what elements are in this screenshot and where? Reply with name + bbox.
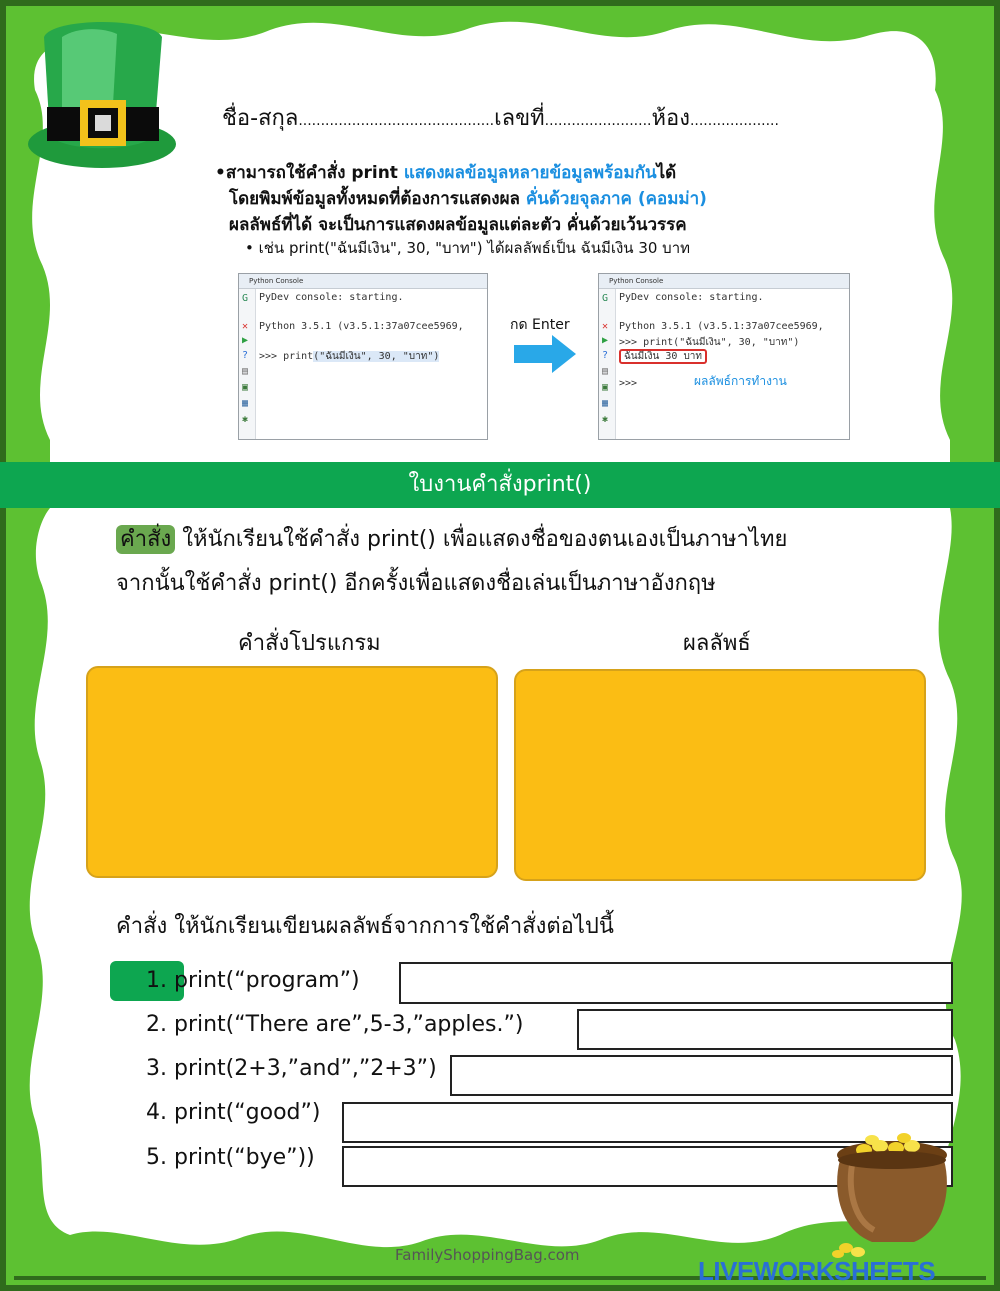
- answer-1-input[interactable]: [399, 962, 953, 1004]
- question-4: 4. print(“good”): [146, 1100, 321, 1125]
- console-line-1: PyDev console: starting.: [619, 292, 764, 303]
- result-note: ผลลัพธ์การทำงาน: [694, 374, 787, 388]
- question-3: 3. print(2+3,”and”,”2+3”): [146, 1056, 437, 1081]
- terminate-icon: ✕: [242, 321, 249, 332]
- task1-line-2: จากนั้นใช้คำสั่ง print() อีกครั้งเพื่อแสดงชื่อเล่นเป็นภาษาอังกฤษ: [116, 571, 716, 596]
- name-field[interactable]: ............................................: [298, 113, 495, 129]
- console-icon: ▣: [602, 382, 609, 393]
- console-line-2: Python 3.5.1 (v3.5.1:37a07cee5969,: [619, 321, 824, 332]
- rerun-icon: G: [242, 293, 249, 304]
- console-after: [598, 273, 850, 440]
- console-line-3: >>> print("ฉันมีเงิน", 30, "บาท"): [259, 351, 440, 362]
- result-column-heading: ผลลัพธ์: [683, 631, 751, 656]
- arrow-right-icon: [512, 333, 578, 375]
- student-info-line: [222, 100, 779, 135]
- enter-label: กด Enter: [510, 317, 570, 333]
- example-line: • เช่น print("ฉันมีเงิน", 30, "บาท") ได้ผลลัพธ์เป็น ฉันมีเงิน 30 บาท: [245, 239, 691, 257]
- console-gutter: [239, 289, 256, 439]
- room-label: ห้อง: [651, 106, 690, 131]
- explanation-line-2: โดยพิมพ์ข้อมูลทั้งหมดที่ต้องการแสดงผล คั่นด้วยจุลภาค (คอมม่า): [229, 189, 707, 209]
- name-label: ชื่อ-สกุล: [222, 106, 299, 131]
- number-label: เลขที่: [494, 106, 545, 131]
- run-icon: ▶: [602, 335, 609, 346]
- task1-line-1: คำสั่ง ให้นักเรียนใช้คำสั่ง print() เพื่อแสดงชื่อของตนเองเป็นภาษาไทย: [116, 518, 916, 562]
- console-prompt: >>>: [619, 378, 638, 389]
- section-title-bar: ใบงานคำสั่งprint(): [0, 462, 1000, 508]
- console-line-3: >>> print("ฉันมีเงิน", 30, "บาท"): [619, 337, 800, 348]
- console-output: ฉันมีเงิน 30 บาท: [619, 349, 707, 364]
- task2-instruction: คำสั่ง ให้นักเรียนเขียนผลลัพธ์จากการใช้คำสั่งต่อไปนี้: [116, 914, 614, 939]
- help-icon: ?: [602, 350, 609, 361]
- console-tab: Python Console: [599, 274, 849, 289]
- history-icon: ▤: [602, 366, 609, 377]
- credit-text: FamilyShoppingBag.com: [395, 1246, 580, 1264]
- console-line-1: PyDev console: starting.: [259, 292, 404, 303]
- settings-icon: ▦: [602, 398, 609, 409]
- history-icon: ▤: [242, 366, 249, 377]
- debug-icon: ✱: [602, 414, 609, 425]
- explanation-line-3: ผลลัพธ์ที่ได้ จะเป็นการแสดงผลข้อมูลแต่ละตัว คั่นด้วยเว้นวรรค: [229, 215, 687, 235]
- settings-icon: ▦: [242, 398, 249, 409]
- result-answer-box[interactable]: [514, 669, 926, 881]
- question-5: 5. print(“bye”)): [146, 1145, 315, 1170]
- program-answer-box[interactable]: [86, 666, 498, 878]
- terminate-icon: ✕: [602, 321, 609, 332]
- answer-2-input[interactable]: [577, 1009, 953, 1050]
- help-icon: ?: [242, 350, 249, 361]
- run-icon: ▶: [242, 335, 249, 346]
- number-field[interactable]: ........................: [544, 113, 652, 129]
- explanation-block: [215, 160, 855, 238]
- console-gutter: [599, 289, 616, 439]
- question-1: 1. print(“program”): [146, 968, 360, 993]
- explanation-line-1: •สามารถใช้คำสั่ง print แสดงผลข้อมูลหลายข้อมูลพร้อมกันได้: [215, 163, 677, 183]
- console-tab: Python Console: [239, 274, 487, 289]
- program-column-heading: คำสั่งโปรแกรม: [238, 631, 381, 656]
- liveworksheets-logo: LIVEWORKSHEETS: [698, 1256, 936, 1286]
- console-line-2: Python 3.5.1 (v3.5.1:37a07cee5969,: [259, 321, 464, 332]
- console-icon: ▣: [242, 382, 249, 393]
- answer-3-input[interactable]: [450, 1055, 953, 1096]
- rerun-icon: G: [602, 293, 609, 304]
- debug-icon: ✱: [242, 414, 249, 425]
- console-before: [238, 273, 488, 440]
- task1-badge: คำสั่ง: [116, 525, 175, 554]
- leprechaun-hat-icon: [22, 12, 182, 172]
- pot-of-gold-icon: [822, 1110, 962, 1260]
- task1-instruction: [116, 518, 916, 606]
- question-2: 2. print(“There are”,5-3,”apples.”): [146, 1012, 524, 1037]
- room-field[interactable]: ....................: [689, 113, 779, 129]
